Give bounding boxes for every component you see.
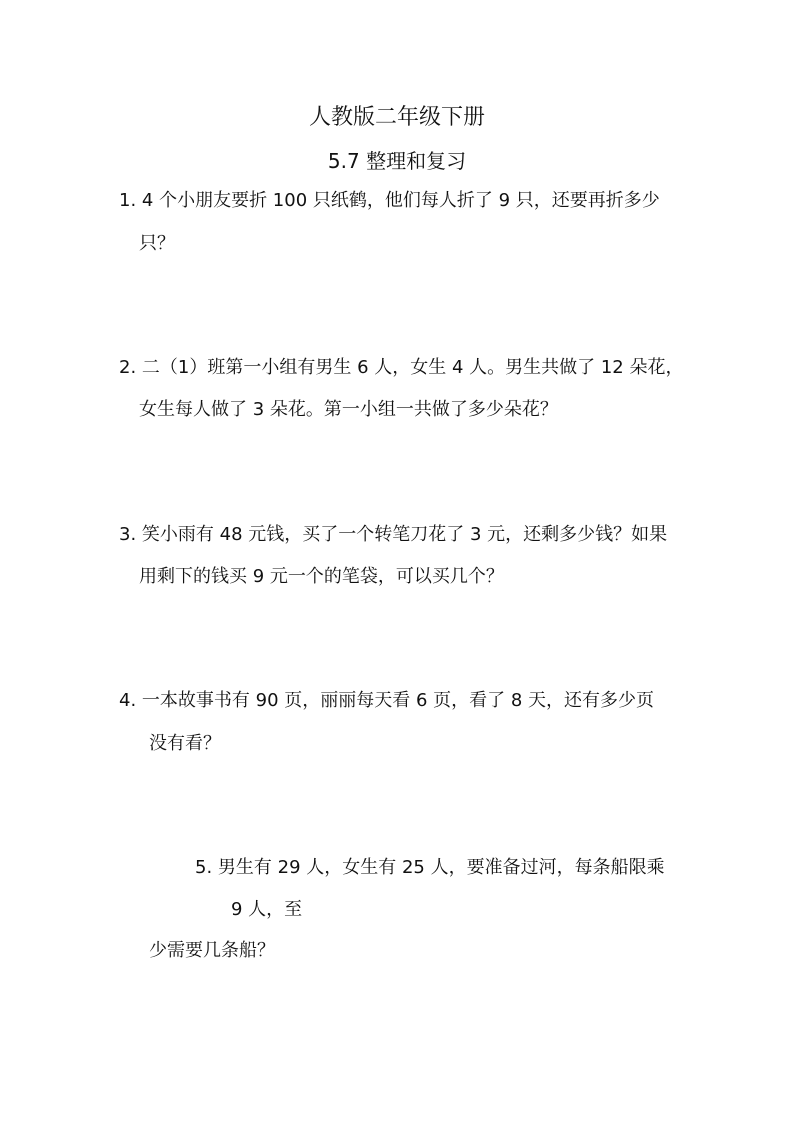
document-subtitle: 5.7 整理和复习 <box>327 149 467 173</box>
question-4-line-2: 没有看？ <box>149 733 221 754</box>
question-4-line-1: 4. 一本故事书有 90 页，丽丽每天看 6 页，看了 8 天，还有多少页 <box>119 690 655 711</box>
question-1-line-1: 1. 4 个小朋友要折 100 只纸鹤，他们每人折了 9 只，还要再折多少 <box>119 190 660 211</box>
question-5-line-3: 少需要几条船？ <box>149 940 275 961</box>
question-5-line-1: 5. 男生有 29 人，女生有 25 人，要准备过河，每条船限乘 <box>195 857 665 878</box>
question-3-line-2: 用剩下的钱买 9 元一个的笔袋，可以买几个？ <box>139 566 504 587</box>
question-2-line-2: 女生每人做了 3 朵花。第一小组一共做了多少朵花？ <box>139 399 558 420</box>
question-5-line-2: 9 人，至 <box>231 899 303 920</box>
document-title: 人教版二年级下册 <box>308 105 485 130</box>
question-3-line-1: 3. 笑小雨有 48 元钱，买了一个转笔刀花了 3 元，还剩多少钱？如果 <box>119 524 668 545</box>
question-2-line-1: 2. 二（1）班第一小组有男生 6 人，女生 4 人。男生共做了 12 朵花， <box>119 357 684 378</box>
question-1-line-2: 只？ <box>139 233 175 254</box>
